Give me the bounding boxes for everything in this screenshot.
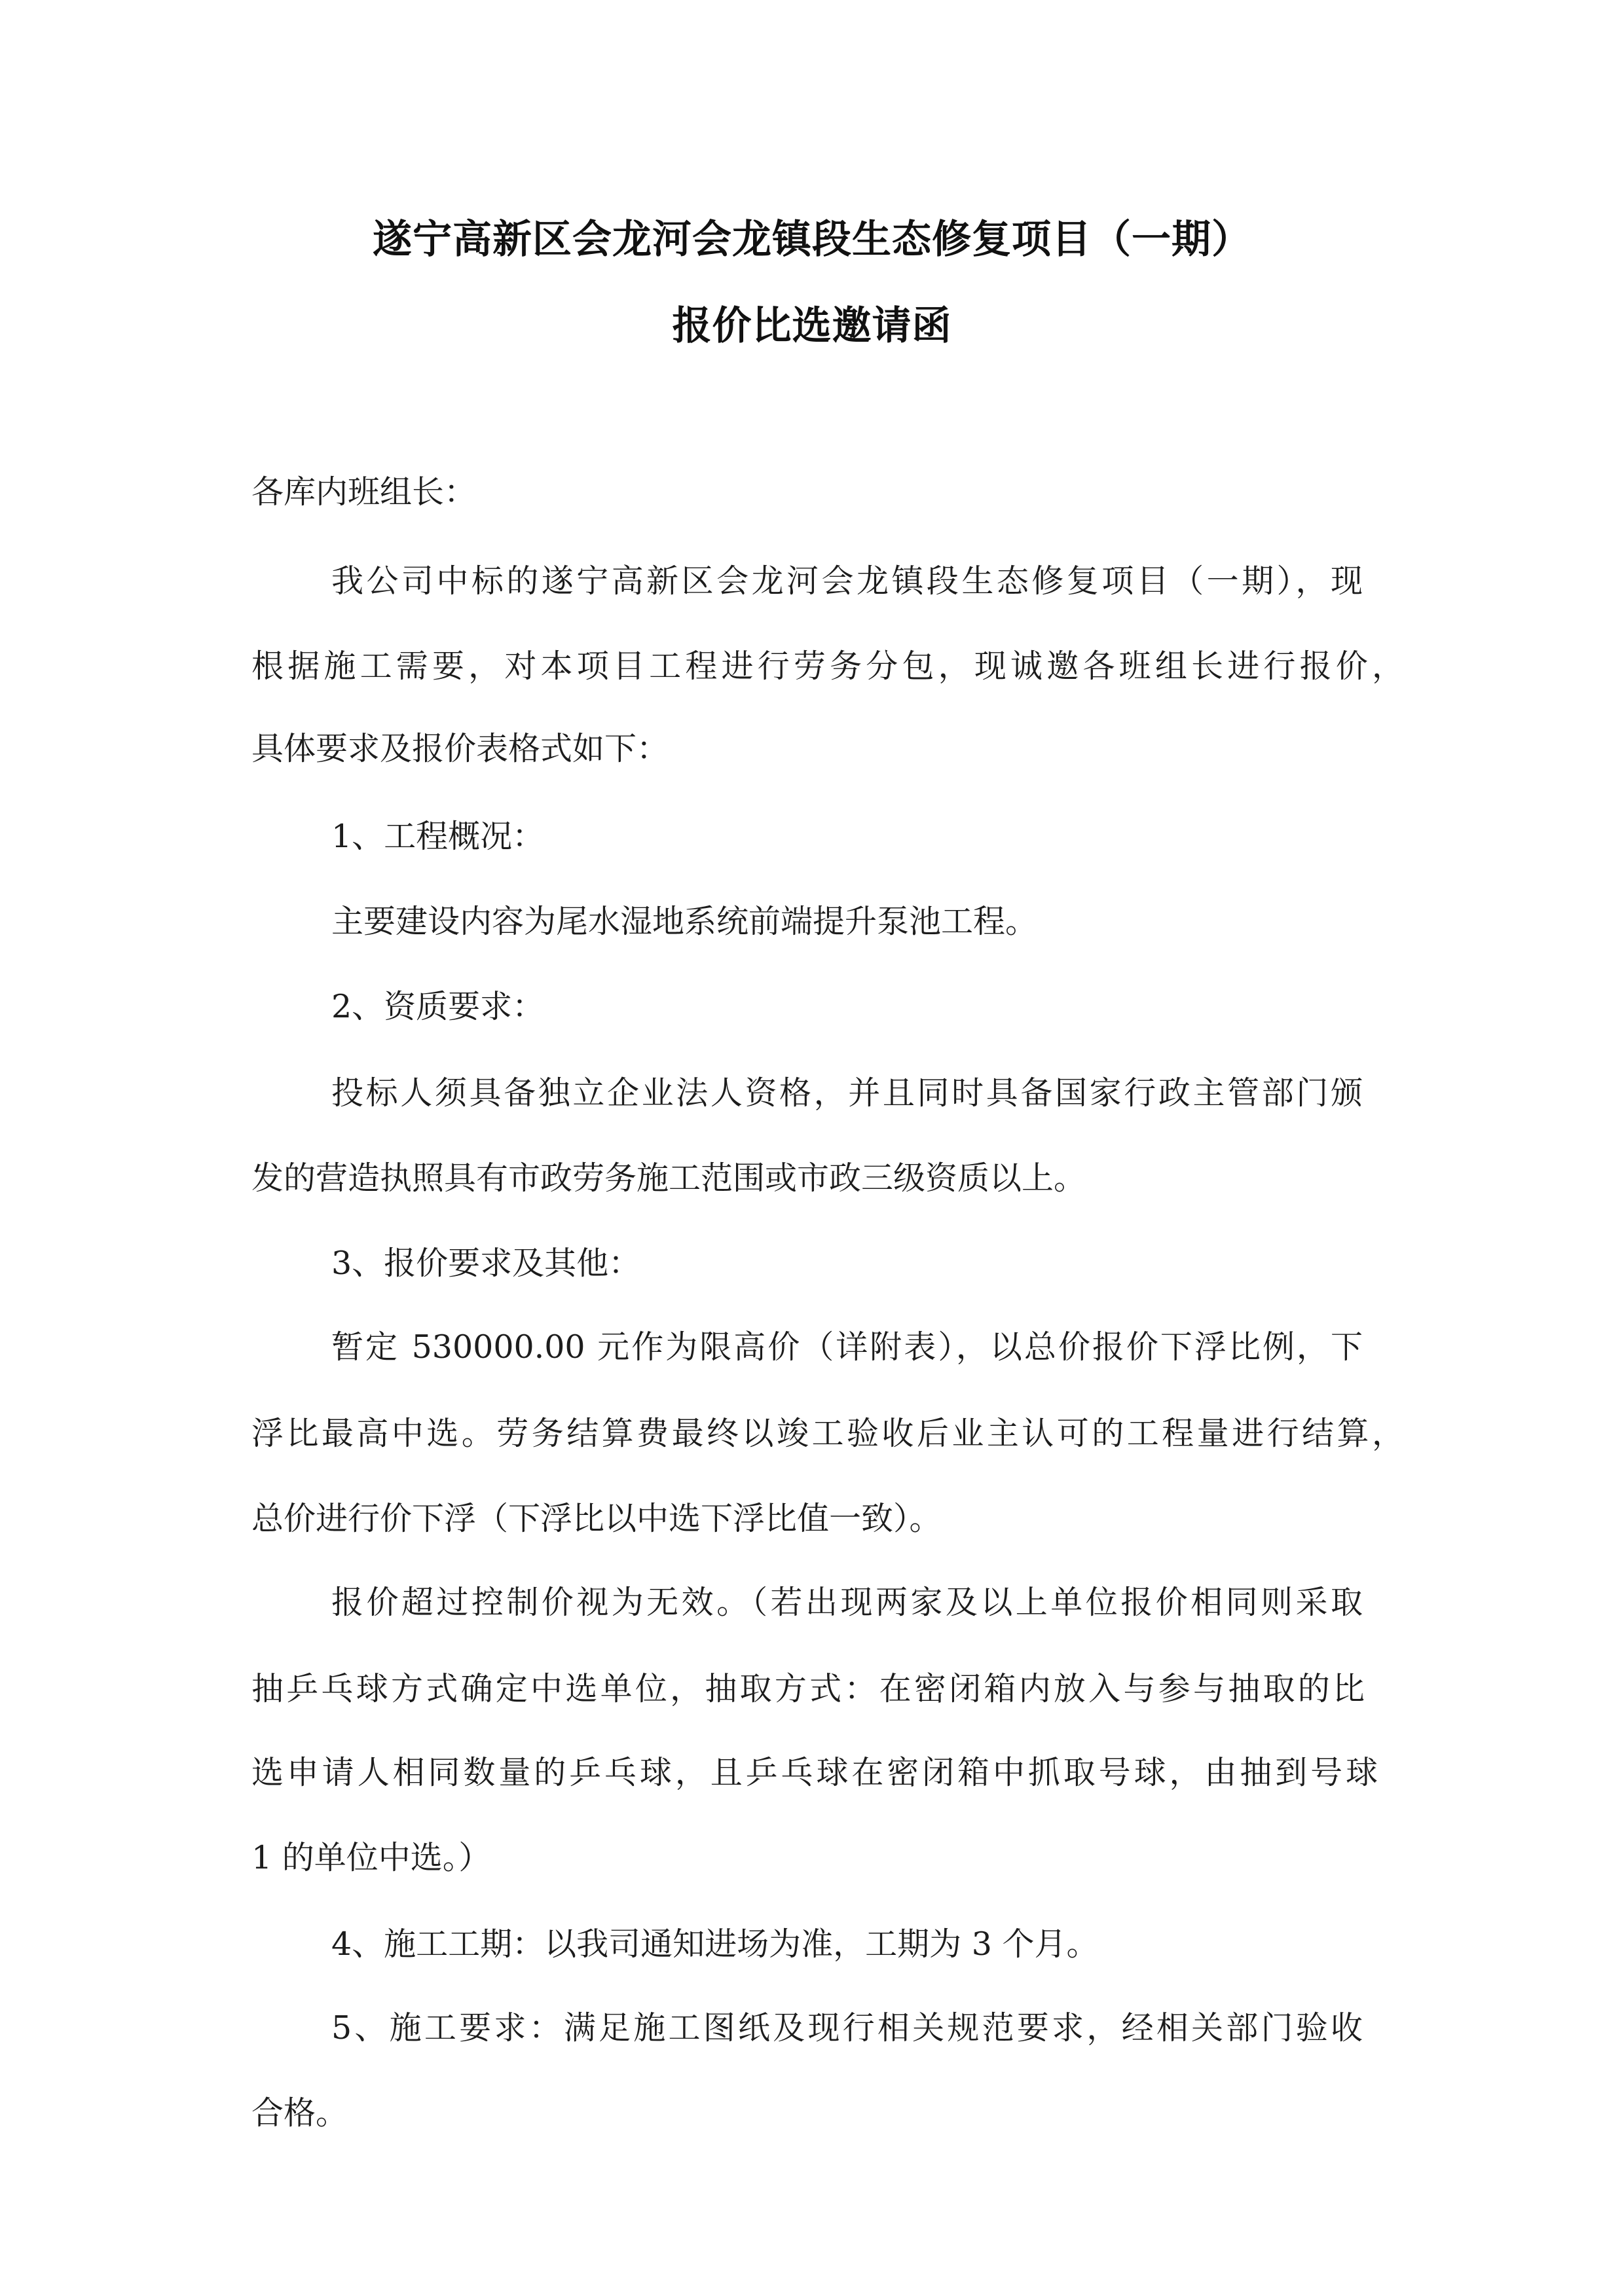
intro-paragraph-line: 根据施工需要，对本项目工程进行劳务分包，现诚邀各班组长进行报价，: [251, 647, 1404, 685]
section-2-body-line: 投标人须具备独立企业法人资格，并且同时具备国家行政主管部门颁: [331, 1074, 1363, 1112]
intro-paragraph-line: 具体要求及报价表格式如下：: [251, 730, 669, 767]
section-5-text-line: 合格。: [251, 2094, 348, 2132]
document-subtitle: 报价比选邀请函: [672, 303, 952, 349]
section-5-text-line: 5、施工要求：满足施工图纸及现行相关规范要求，经相关部门验收: [331, 2009, 1363, 2047]
section-3-paragraph-line: 浮比最高中选。劳务结算费最终以竣工验收后业主认可的工程量进行结算，: [251, 1415, 1404, 1452]
section-1-heading: 1、工程概况：: [331, 818, 545, 855]
section-1-body: 主要建设内容为尾水湿地系统前端提升泵池工程。: [331, 903, 1038, 940]
section-3-paragraph-line: 抽乒乓球方式确定中选单位，抽取方式：在密闭箱内放入与参与抽取的比: [251, 1670, 1365, 1707]
section-2-heading: 2、资质要求：: [331, 988, 545, 1025]
section-4-text: 4、施工工期：以我司通知进场为准，工期为 3 个月。: [331, 1925, 1099, 1963]
intro-paragraph-line: 我公司中标的遂宁高新区会龙河会龙镇段生态修复项目（一期），现: [331, 562, 1363, 600]
section-3-heading: 3、报价要求及其他：: [331, 1245, 641, 1282]
section-3-paragraph-line: 选申请人相同数量的乒乓球，且乒乓球在密闭箱中抓取号球，由抽到号球: [251, 1754, 1378, 1791]
section-3-paragraph-line: 1 的单位中选。）: [251, 1839, 491, 1876]
salutation: 各库内班组长：: [251, 473, 477, 511]
document-title: 遂宁高新区会龙河会龙镇段生态修复项目（一期）: [373, 217, 1251, 263]
section-3-paragraph-line: 暂定 530000.00 元作为限高价（详附表），以总价报价下浮比例，下: [331, 1328, 1363, 1366]
section-2-body-line: 发的营造执照具有市政劳务施工范围或市政三级资质以上。: [251, 1159, 1086, 1197]
section-3-paragraph-line: 报价超过控制价视为无效。（若出现两家及以上单位报价相同则采取: [331, 1584, 1363, 1621]
section-3-paragraph-line: 总价进行价下浮（下浮比以中选下浮比值一致）。: [251, 1500, 942, 1537]
